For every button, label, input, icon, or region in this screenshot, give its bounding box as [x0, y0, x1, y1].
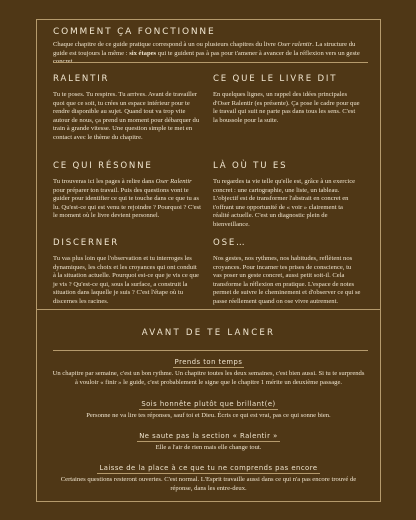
section-text: Nos gestes, nos rythmes, nos habitudes, reflètent nos croyances. Pour incarner tes prises de conscience, tu vas poser un geste concret, aussi petit soit-il. Cela transforme la réflexion en pratique. L'espace de notes permet de suivre le cheminement et d'observer ce qui se passe réellement quand on ose vivre autrement.	[213, 255, 361, 305]
intro-rule	[53, 62, 368, 63]
section-title: DISCERNER	[53, 238, 120, 248]
intro-title: COMMENT ÇA FONCTIONNE	[53, 27, 216, 37]
section-ose	[213, 238, 361, 307]
intro-text: Chaque chapitre de ce guide pratique correspond à un ou plusieurs chapitres du livre Oser ralentir. La structure du guide est toujours la même : six étapes qui te guident pas à pas pour t'amener à avancer de la réflexion vers un geste concret.	[53, 41, 360, 66]
tip-text: Personne ne va lire tes réponses, sauf toi et Dieu. Écris ce qui est vrai, pas ce qui sonne bien.	[86, 412, 331, 419]
tip-title: Laisse de la place à ce que tu ne comprends pas encore	[99, 464, 318, 472]
tip-prends-ton-temps	[51, 358, 366, 387]
section-text: Tu trouveras ici les pages à relire dans Oser Ralentir pour préparer ton travail. Puis des questions vont te guider pour identifier ce qui te touche dans ce que tu as lu. Qu'est-ce qui est venu te rejoindre ? Pourquoi ? C'est le moment où le livre devient personnel.	[53, 178, 201, 220]
section-text: Tu vas plus loin que l'observation et tu interroges les dynamiques, les choix et les croyances qui ont conduit à la situation actuelle. Pourquoi est-ce que je vis ce que je vis ? Qu'est-ce qui, sous la surface, a construit la situation dans laquelle je suis ? C'est l'étape où tu discernes les racines.	[53, 255, 199, 305]
section-discerner	[53, 238, 201, 307]
section-text: En quelques lignes, un rappel des idées principales d'Oser Ralentir (es présente). Ça pose le cadre pour que le travail qui suit ne parte pas dans tous les sens. C'est la boussole pour la suite.	[213, 91, 360, 124]
section-ralentir	[53, 74, 201, 143]
section-title: CE QUE LE LIVRE DIT	[213, 74, 338, 84]
section-title: OSE…	[213, 238, 247, 248]
section-text: Tu te poses. Tu respires. Tu arrives. Avant de travailler quoi que ce soit, tu crées un espace intérieur pour te rendre disponible au sujet. Quand tout va trop vite autour de nous, ça prend un moment pour débarquer du train à grande vitesse. Une question simple te met en contact avec le thème du chapitre.	[53, 91, 200, 141]
section-divider	[37, 309, 380, 310]
tip-sois-honnete	[51, 400, 366, 421]
tip-laisse-de-la-place	[51, 464, 366, 493]
tip-title: Prends ton temps	[174, 358, 243, 366]
section-ce-que-le-livre-dit	[213, 74, 361, 125]
section-title: LÀ OÙ TU ES	[213, 161, 288, 171]
tip-ne-saute-pas	[51, 432, 366, 453]
tip-title: Ne saute pas la section « Ralentir »	[139, 432, 278, 440]
section-la-ou-tu-es	[213, 161, 361, 230]
section-ce-qui-resonne	[53, 161, 201, 221]
tip-title: Sois honnête plutôt que brillant(e)	[141, 400, 276, 408]
section-title: RALENTIR	[53, 74, 110, 84]
lancer-title: AVANT DE TE LANCER	[141, 328, 276, 338]
section-title: CE QUI RÉSONNE	[53, 161, 153, 171]
tip-text: Certaines questions resteront ouvertes. C'est normal. L'Esprit travaille aussi dans ce qui n'a pas encore trouvé de réponse, dans les entre-deux.	[60, 476, 357, 492]
section-text: Tu regardes ta vie telle qu'elle est, grâce à un exercice concret : une cartographie, une liste, un tableau. L'objectif est de transformer l'abstrait en concret en t'offrant une opportunité de « voir » clairement ta réalité actuelle. C'est un diagnostic plein de bienveillance.	[213, 178, 356, 228]
lancer-rule	[53, 350, 368, 351]
tip-text: Un chapitre par semaine, c'est un bon rythme. Un chapitre toutes les deux semaines, c'est bien aussi. Si tu te surprends à vouloir « finir » le guide, c'est probablement le signe que le chapitre 1 mérite un deuxième passage.	[52, 370, 365, 386]
page-frame	[36, 19, 381, 502]
tip-text: Elle a l'air de rien mais elle change tout.	[155, 444, 262, 451]
